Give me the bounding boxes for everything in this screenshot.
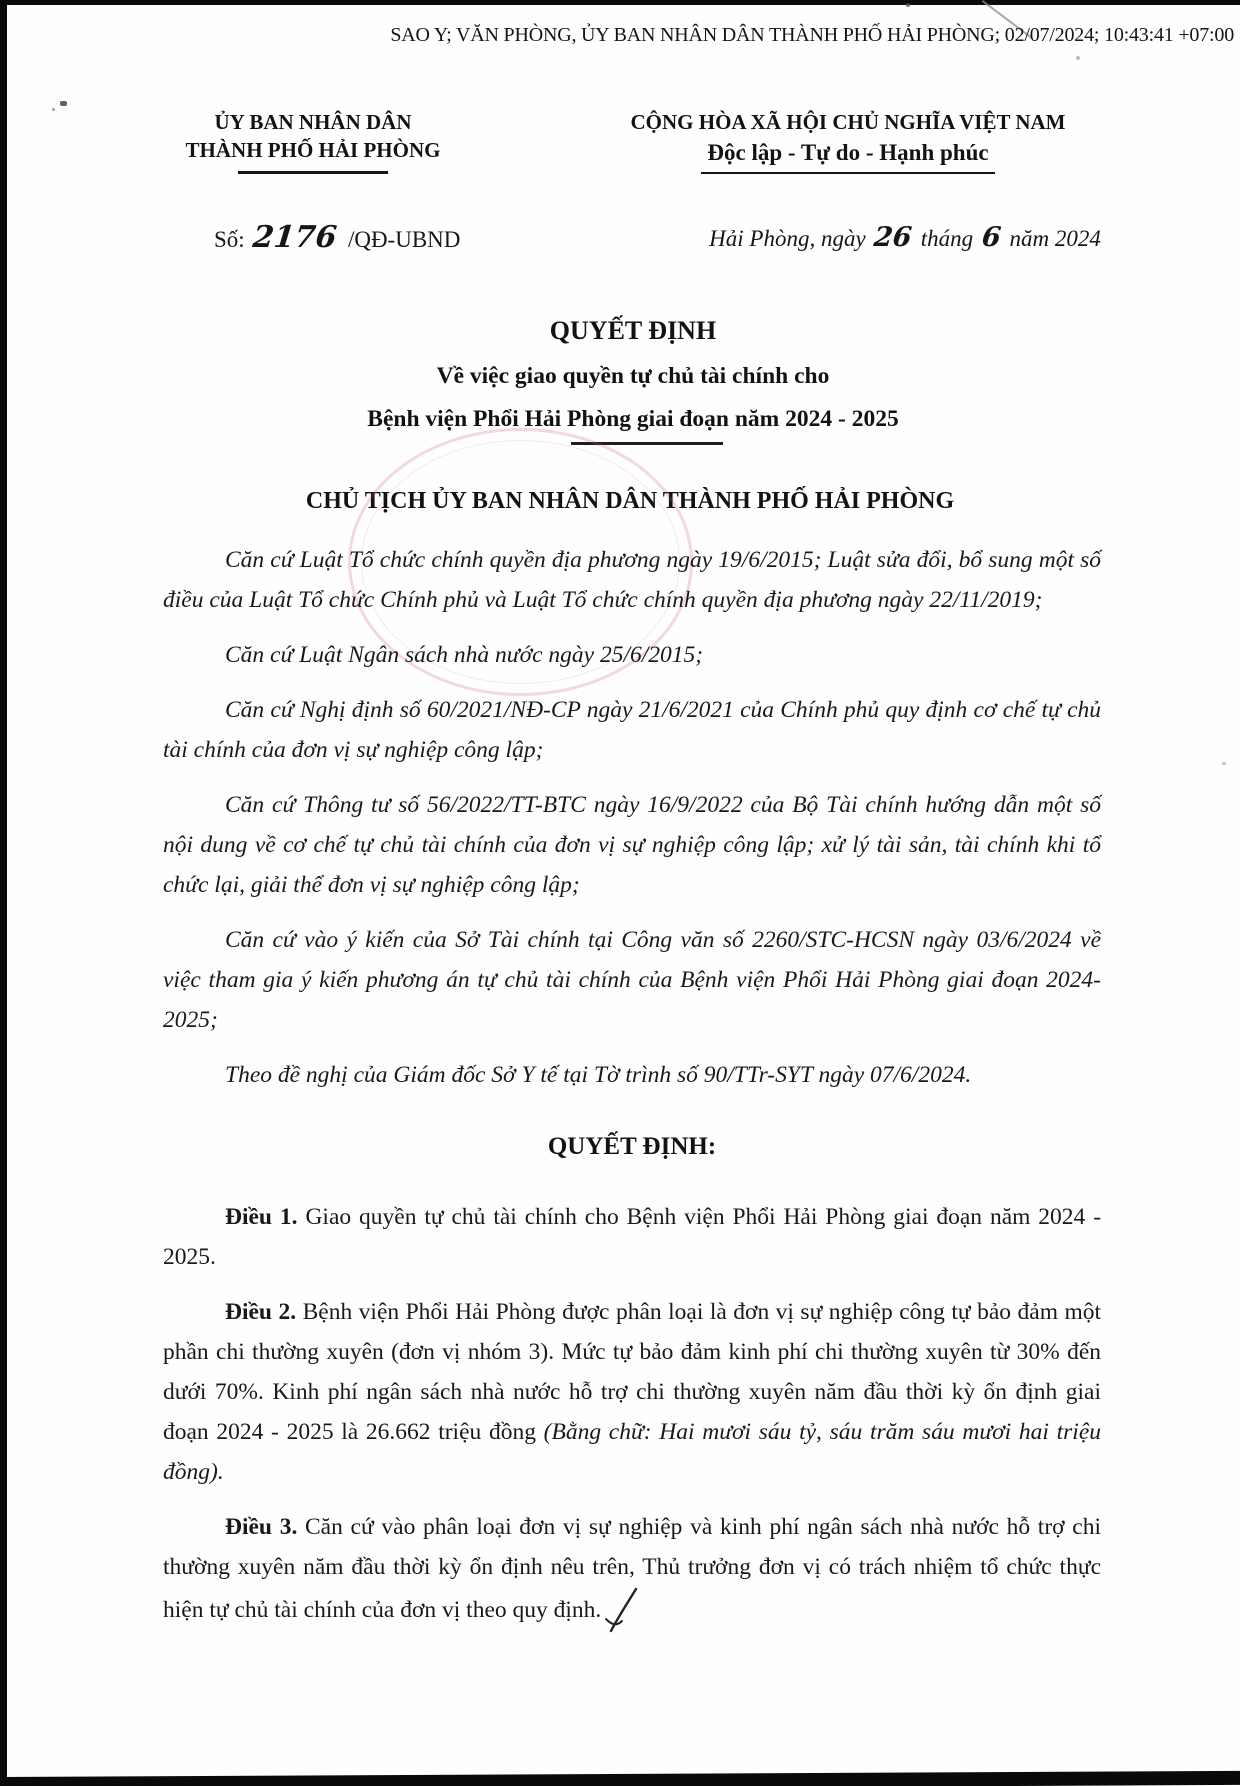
article-3-text: Căn cứ vào phân loại đơn vị sự nghiệp và kinh phí ngân sách nhà nước hỗ trợ chi thường xuyên năm đầu thời kỳ ổn định nêu trên, Thủ trưởng đơn vị có trách nhiệm tổ chức thực hiện tự chủ tài chính của đơn vị theo quy định. xyxy=(163,1514,1101,1623)
article-2-text: Bệnh viện Phổi Hải Phòng được phân loại là đơn vị sự nghiệp công tự bảo đảm một phần chi thường xuyên (đơn vị nhóm 3). Mức tự bảo đảm kinh phí chi thường xuyên từ 30% đến dưới 70%. Kinh phí ngân sách nhà nước hỗ trợ chi thường xuyên năm đầu thời kỳ ổn định giai đoạn 2024 - 2025 là 26.662 triệu đồng xyxy=(163,1299,1102,1445)
scan-speck-artifact xyxy=(60,101,67,106)
scan-speck-artifact xyxy=(1076,56,1080,60)
doc-number-prefix: Số: xyxy=(214,227,245,252)
scan-edge-bottom xyxy=(0,1771,1240,1786)
dateline-post: năm 2024 xyxy=(1009,226,1101,251)
article-1-label: Điều 1. xyxy=(225,1204,298,1230)
org-name-line1: ỦY BAN NHÂN DÂN xyxy=(214,110,412,134)
scan-speck-artifact xyxy=(52,108,55,111)
national-header-block xyxy=(548,108,1148,174)
document-title-block xyxy=(163,316,1103,445)
national-motto: Độc lập - Tự do - Hạnh phúc xyxy=(701,140,994,174)
article-3-label: Điều 3. xyxy=(225,1514,298,1540)
article-2-amount-in-words: (Bằng chữ: Hai mươi sáu tỷ, sáu trăm sáu mươi hai triệu đồng). xyxy=(163,1419,1102,1485)
issuing-org-block xyxy=(148,108,478,174)
org-name-line2: THÀNH PHỐ HẢI PHÒNG xyxy=(185,138,441,162)
preamble-paragraph: Căn cứ Luật Tổ chức chính quyền địa phương ngày 19/6/2015; Luật sửa đổi, bổ sung một số điều của Luật Tổ chức Chính phủ và Luật Tổ chức chính quyền địa phương ngày 22/11/2019; xyxy=(163,547,1101,613)
doc-number-suffix: /QĐ-UBND xyxy=(347,227,461,252)
document-number xyxy=(214,220,460,255)
org-underline-rule xyxy=(238,171,388,174)
national-title: CỘNG HÒA XÃ HỘI CHỦ NGHĨA VIỆT NAM xyxy=(630,110,1066,134)
preamble-paragraph: Căn cứ vào ý kiến của Sở Tài chính tại Công văn số 2260/STC-HCSN ngày 03/6/2024 về việc tham gia ý kiến phương án tự chủ tài chính của Bệnh viện Phổi Hải Phòng giai đoạn 2024-2025; xyxy=(163,927,1101,1033)
authority-heading: CHỦ TỊCH ỦY BAN NHÂN DÂN THÀNH PHỐ HẢI PHÒNG xyxy=(305,488,955,514)
document-body xyxy=(163,540,1101,1648)
dateline-month-handwritten: 6 xyxy=(980,222,1003,253)
place-date-line xyxy=(655,222,1155,253)
article-1-paragraph xyxy=(163,1197,1101,1277)
scan-edge-top xyxy=(0,0,1240,5)
scan-speck-artifact xyxy=(1222,762,1226,765)
document-subtitle-line2: Bệnh viện Phổi Hải Phòng giai đoạn năm 2024 - 2025 xyxy=(367,406,899,432)
preamble-paragraph: Căn cứ Thông tư số 56/2022/TT-BTC ngày 16/9/2022 của Bộ Tài chính hướng dẫn một số nội dung về cơ chế tự chủ tài chính của đơn vị sự nghiệp công lập; xử lý tài sản, tài chính khi tổ chức lại, giải thể đơn vị sự nghiệp công lập; xyxy=(163,792,1101,898)
article-2-label: Điều 2. xyxy=(225,1299,297,1325)
document-subtitle-line1: Về việc giao quyền tự chủ tài chính cho xyxy=(436,363,830,389)
dateline-day-handwritten: 26 xyxy=(872,222,914,253)
preamble-paragraph: Căn cứ Luật Ngân sách nhà nước ngày 25/6/2015; xyxy=(225,642,704,668)
dateline-mid: tháng xyxy=(920,226,974,251)
article-3-paragraph xyxy=(163,1507,1101,1633)
handwritten-checkmark xyxy=(603,1587,639,1633)
dateline-pre: Hải Phòng, ngày xyxy=(709,226,866,251)
preamble-paragraph: Căn cứ Nghị định số 60/2021/NĐ-CP ngày 21/6/2021 của Chính phủ quy định cơ chế tự chủ tài chính của đơn vị sự nghiệp công lập; xyxy=(163,697,1101,763)
certification-line: SAO Y; VĂN PHÒNG, ỦY BAN NHÂN DÂN THÀNH PHỐ HẢI PHÒNG; 02/07/2024; 10:43:41 +07:00 xyxy=(390,24,1234,46)
preamble-paragraph: Theo đề nghị của Giám đốc Sở Y tế tại Tờ trình số 90/TTr-SYT ngày 07/6/2024. xyxy=(225,1062,972,1088)
scan-speck-artifact xyxy=(906,3,910,7)
article-1-text: Giao quyền tự chủ tài chính cho Bệnh viện Phổi Hải Phòng giai đoạn năm 2024 - 2025. xyxy=(163,1204,1102,1270)
document-title: QUYẾT ĐỊNH xyxy=(549,316,717,345)
doc-number-handwritten: 2176 xyxy=(250,220,339,255)
decision-heading: QUYẾT ĐỊNH: xyxy=(547,1133,717,1160)
article-2-paragraph xyxy=(163,1292,1101,1492)
scan-edge-left xyxy=(0,0,7,1786)
